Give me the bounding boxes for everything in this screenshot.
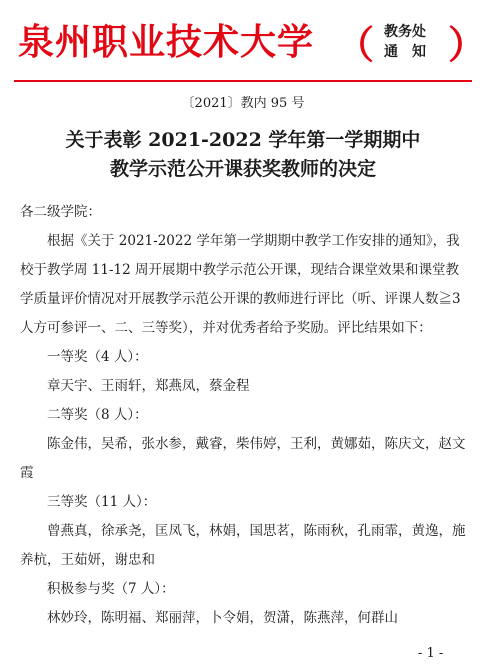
- award-heading: 一等奖（4 人）：: [47, 349, 148, 365]
- salutation: 各二级学院：: [20, 204, 101, 220]
- award-names: 章天宇、王雨轩，郑燕凤，蔡金程: [47, 378, 250, 394]
- bracket-left: （: [336, 22, 375, 67]
- award-heading: 三等奖（11 人）：: [47, 494, 157, 510]
- document-title: [0, 126, 486, 184]
- bracket-right: ）: [448, 22, 486, 67]
- title-line-1: 关于表彰 2021-2022 学年第一学期期中: [65, 129, 421, 151]
- document-body: [20, 198, 468, 633]
- university-name: 泉州职业技术大学: [18, 21, 315, 63]
- office-name: 教务处: [384, 24, 426, 40]
- document-header: [0, 0, 486, 78]
- award-heading: 二等奖（8 人）：: [47, 407, 148, 423]
- award-names: 曾燕真，徐承尧，匡凤飞，林娟，国思茗，陈雨秋，孔雨霏，黄逸，施养杭，王茹妍，谢忠和: [20, 523, 466, 568]
- intro-paragraph: 根据《关于 2021-2022 学年第一学期期中教学工作安排的通知》，我校于教学周 11-12 周开展期中教学示范公开课，现结合课堂效果和课堂教学质量评价情况对开展教学示范公开课的教师进行评比（听、评课人数≧3 人方可参评一、二、三等奖），并对优秀者给予奖励。评比结果如下：: [20, 233, 461, 336]
- issuing-office: [374, 22, 436, 62]
- title-line-2: 教学示范公开课获奖教师的决定: [109, 158, 376, 180]
- notice-label: 通 知: [384, 44, 426, 60]
- award-names: 林妙玲，陈明福、郑丽萍，卜令娟，贺潇，陈燕萍，何群山: [47, 610, 398, 626]
- award-names: 陈金伟，吴希，张水参，戴睿，柴伟婷，王利，黄娜茹，陈庆文，赵文霞: [20, 436, 466, 481]
- header-divider: [14, 80, 472, 82]
- page-number: - 1 -: [418, 646, 444, 661]
- award-heading: 积极参与奖（7 人）：: [47, 581, 175, 597]
- document-number: 〔2021〕教内 95 号: [181, 96, 305, 111]
